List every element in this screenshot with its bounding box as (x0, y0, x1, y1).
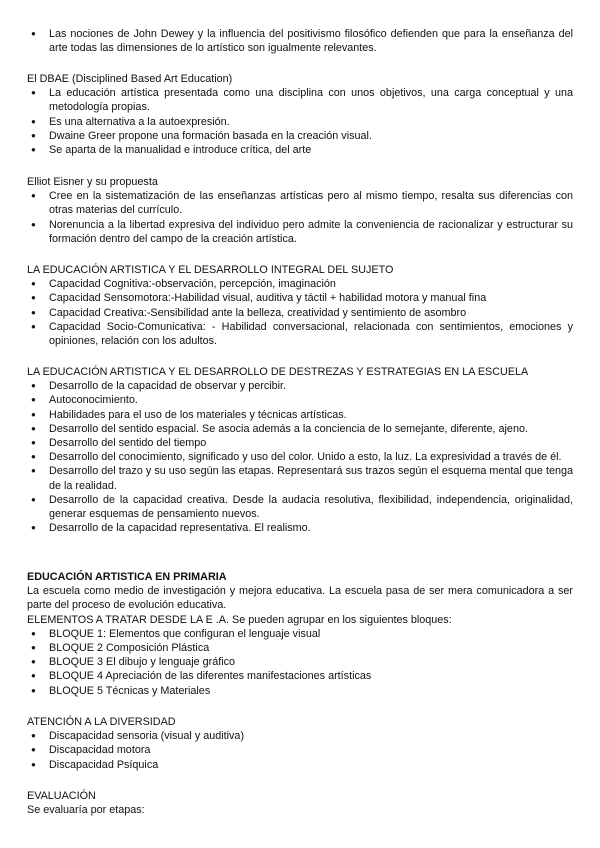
evaluacion-text: Se evaluaría por etapas: (27, 804, 145, 817)
list-item: ● Capacidad Cognitiva:-observación, percepción, imaginación (27, 277, 573, 291)
list-item: ● Desarrollo del sentido espacial. Se asocia además a la conciencia de lo semejante, diferente, ajeno. (27, 422, 573, 436)
list-item: ● Capacidad Creativa:-Sensibilidad ante la belleza, creatividad y sentimiento de asombro (27, 306, 573, 320)
list-item: ● Autoconocimiento. (27, 393, 573, 407)
section-destrezas (27, 365, 573, 535)
section-dbae (27, 72, 573, 157)
list-item: ● Se aparta de la manualidad e introduce crítica, del arte (27, 143, 573, 157)
section-heading-integral: LA EDUCACIÓN ARTISTICA Y EL DESARROLLO INTEGRAL DEL SUJETO (27, 264, 394, 276)
list-item: ● BLOQUE 4 Apreciación de las diferentes manifestaciones artísticas (27, 669, 573, 683)
eisner-list (27, 189, 573, 246)
list-item: ● Cree en la sistematización de las enseñanzas artísticas pero al mismo tiempo, resalta sus diferencias con otras materias del currículo. (27, 189, 573, 217)
list-item: ● La educación artística presentada como una disciplina con unos objetivos, una carga conceptual y una metodología propias. (27, 86, 573, 114)
list-item: ● Norenuncia a la libertad expresiva del individuo pero admite la conveniencia de racionalizar y estructurar su formación dentro del campo de la creación artística. (27, 218, 573, 246)
list-item: ● Desarrollo del conocimiento, significado y uso del color. Unido a esto, la luz. La expresividad a través de él. (27, 450, 573, 464)
list-item: ● Desarrollo de la capacidad representativa. El realismo. (27, 521, 573, 535)
list-item: ● Discapacidad sensoria (visual y auditiva) (27, 729, 573, 743)
section-heading-evaluacion: EVALUACIÓN (27, 790, 96, 802)
list-item: ● Desarrollo del trazo y su uso según las etapas. Representará sus trazos según el esquema mental que tenga de la realidad. (27, 464, 573, 492)
primaria-subheading: ELEMENTOS A TRATAR DESDE LA E .A. Se pueden agrupar en los siguientes bloques: (27, 613, 452, 626)
list-item: ● Capacidad Socio-Comunicativa: - Habilidad conversacional, relacionada con sentimientos, emociones y opiniones, relación con los adultos. (27, 320, 573, 348)
section-evaluacion (27, 789, 573, 817)
integral-list (27, 277, 573, 348)
list-item: ● Habilidades para el uso de los materiales y técnicas artísticas. (27, 408, 573, 422)
diversidad-list (27, 729, 573, 772)
list-item: ● Capacidad Sensomotora:-Habilidad visual, auditiva y táctil + habilidad motora y manual fina (27, 291, 573, 305)
section-heading-dbae: El DBAE (Disciplined Based Art Education) (27, 73, 233, 85)
list-item: ● Discapacidad Psíquica (27, 758, 573, 772)
list-item: ● BLOQUE 3 El dibujo y lenguaje gráfico (27, 655, 573, 669)
section-heading-destrezas: LA EDUCACIÓN ARTISTICA Y EL DESARROLLO DE DESTREZAS Y ESTRATEGIAS EN LA ESCUELA (27, 366, 529, 378)
list-item: ● Desarrollo de la capacidad creativa. Desde la audacia resolutiva, flexibilidad, independencia, originalidad, generar esquemas de pensamiento nuevos. (27, 493, 573, 521)
list-item: ● Desarrollo del sentido del tiempo (27, 436, 573, 450)
list-item: ● Discapacidad motora (27, 743, 573, 757)
intro-list (27, 27, 573, 55)
section-heading-primaria: EDUCACIÓN ARTISTICA EN PRIMARIA (27, 571, 227, 583)
section-integral (27, 263, 573, 348)
list-item: ● BLOQUE 5 Técnicas y Materiales (27, 684, 573, 698)
dbae-list (27, 86, 573, 157)
destrezas-list (27, 379, 573, 535)
section-diversidad (27, 715, 573, 772)
primaria-paragraph: La escuela como medio de investigación y mejora educativa. La escuela pasa de ser mera comunicadora a ser parte del proceso de evolución educativa. (27, 585, 573, 612)
section-eisner (27, 175, 573, 246)
list-item: ● Es una alternativa a la autoexpresión. (27, 115, 573, 129)
section-primaria (27, 570, 573, 698)
section-heading-diversidad: ATENCIÓN A LA DIVERSIDAD (27, 716, 176, 728)
section-heading-eisner: Elliot Eisner y su propuesta (27, 176, 158, 188)
list-item: ● Las nociones de John Dewey y la influencia del positivismo filosófico defienden que para la enseñanza del arte todas las dimensiones de lo artístico son igualmente relevantes. (27, 27, 573, 55)
list-item: ● BLOQUE 2 Composición Plástica (27, 641, 573, 655)
list-item: ● BLOQUE 1: Elementos que configuran el lenguaje visual (27, 627, 573, 641)
section-intro (27, 27, 573, 55)
primaria-list (27, 627, 573, 698)
list-item: ● Dwaine Greer propone una formación basada en la creación visual. (27, 129, 573, 143)
list-item: ● Desarrollo de la capacidad de observar y percibir. (27, 379, 573, 393)
